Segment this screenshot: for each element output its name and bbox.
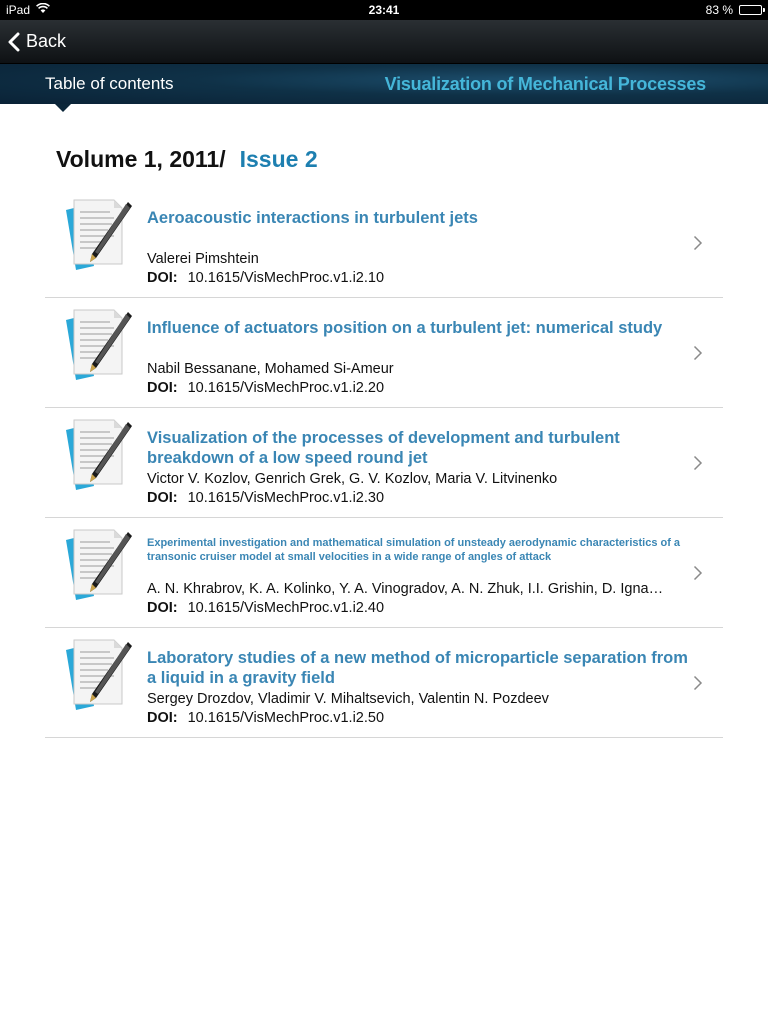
doi-label: DOI: (147, 380, 178, 396)
document-pen-icon (62, 636, 134, 712)
article-row[interactable] (45, 188, 723, 298)
status-right (706, 3, 762, 17)
article-title: Experimental investigation and mathematical simulation of unsteady aerodynamic characteristics of a transonic cruiser model at small velocities in a wide range of angles of attack (147, 537, 681, 563)
chevron-right-icon (693, 235, 703, 251)
article-authors: Nabil Bessanane, Mohamed Si-Ameur (147, 361, 394, 377)
article-authors: Sergey Drozdov, Vladimir V. Mihaltsevich, Valentin N. Pozdeev (147, 691, 549, 707)
battery-icon (739, 5, 762, 15)
volume-label: Volume 1, 2011/ (56, 146, 226, 172)
article-title: Visualization of the processes of development and turbulent breakdown of a low speed round jet (147, 429, 620, 467)
article-row[interactable] (45, 628, 723, 738)
journal-title: Visualization of Mechanical Processes (384, 73, 706, 94)
doi-value: 10.1615/VisMechProc.v1.i2.30 (187, 490, 385, 506)
article-row[interactable] (45, 518, 723, 628)
article-authors: A. N. Khrabrov, K. A. Kolinko, Y. A. Vinogradov, A. N. Zhuk, I.I. Grishin, D. Igna… (147, 581, 664, 597)
article-row[interactable] (45, 408, 723, 518)
document-pen-icon (62, 306, 134, 382)
doi-value: 10.1615/VisMechProc.v1.i2.10 (187, 270, 385, 286)
back-label: Back (26, 31, 67, 51)
doi-value: 10.1615/VisMechProc.v1.i2.40 (187, 600, 385, 616)
article-authors: Victor V. Kozlov, Genrich Grek, G. V. Kozlov, Maria V. Litvinenko (147, 471, 558, 487)
article-doi (147, 270, 384, 286)
back-button[interactable] (0, 31, 66, 52)
document-pen-icon (62, 526, 134, 602)
article-title: Influence of actuators position on a turbulent jet: numerical study (147, 319, 663, 337)
doi-value: 10.1615/VisMechProc.v1.i2.50 (187, 710, 385, 726)
status-time: 23:41 (368, 3, 400, 17)
issue-label: Issue 2 (239, 146, 318, 172)
doi-label: DOI: (147, 490, 178, 506)
article-title: Aeroacoustic interactions in turbulent jets (147, 209, 478, 227)
volume-heading (56, 146, 318, 173)
toc-pointer (55, 104, 71, 112)
document-pen-icon (62, 416, 134, 492)
chevron-right-icon (693, 345, 703, 361)
chevron-right-icon (693, 455, 703, 471)
doi-label: DOI: (147, 600, 178, 616)
doi-label: DOI: (147, 270, 178, 286)
article-doi (147, 380, 384, 396)
doi-value: 10.1615/VisMechProc.v1.i2.20 (187, 380, 385, 396)
article-list (45, 188, 723, 738)
chevron-right-icon (693, 675, 703, 691)
article-title: Laboratory studies of a new method of microparticle separation from a liquid in a gravity field (147, 649, 688, 687)
doi-label: DOI: (147, 710, 178, 726)
header-strip (0, 64, 768, 104)
article-row[interactable] (45, 298, 723, 408)
battery-percent: 83 % (705, 3, 733, 17)
wifi-icon (36, 3, 50, 17)
article-doi (147, 490, 384, 506)
navigation-bar (0, 20, 768, 64)
document-pen-icon (62, 196, 134, 272)
article-doi (147, 710, 384, 726)
article-authors: Valerei Pimshtein (147, 251, 259, 267)
device-label: iPad (6, 3, 31, 17)
status-bar (0, 0, 768, 20)
article-doi (147, 600, 384, 616)
chevron-right-icon (693, 565, 703, 581)
toc-label: Table of contents (45, 74, 174, 93)
chevron-left-icon (8, 32, 20, 52)
status-left (6, 3, 50, 17)
